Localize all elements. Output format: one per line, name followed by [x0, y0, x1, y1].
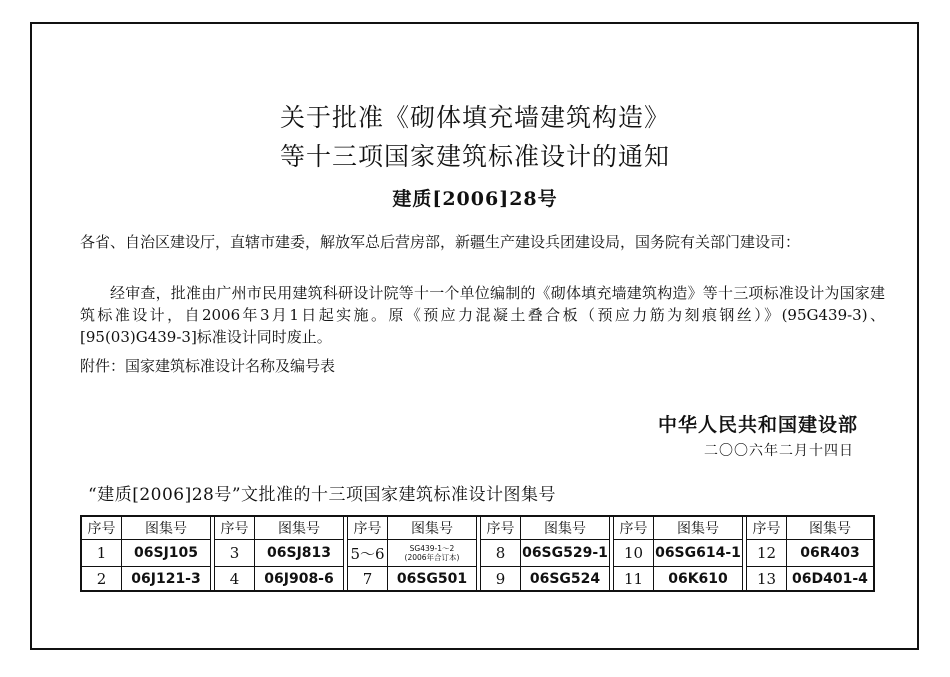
- addressees: 各省、自治区建设厅，直辖市建委，解放军总后营房部，新疆生产建设兵团建设局，国务院有关部门建设司：: [80, 233, 801, 251]
- notice-title-line2: 等十三项国家建筑标准设计的通知: [279, 142, 670, 171]
- code-cell: 06SG614-1: [655, 545, 741, 561]
- table-row: [614, 567, 742, 590]
- seq-cell: 13: [747, 567, 787, 590]
- header-seq: 序号: [82, 517, 122, 539]
- header-seq: 序号: [348, 517, 388, 539]
- code-cell: 06SG524: [529, 570, 601, 587]
- header-code: 图集号: [278, 521, 320, 537]
- table-header-row: [481, 517, 609, 540]
- seq-cell: 8: [481, 540, 521, 566]
- code-cell: 06SG501: [396, 570, 468, 587]
- code-cell: 06J121-3: [131, 570, 201, 587]
- code-cell: 06R403: [800, 545, 860, 561]
- header-code: 图集号: [411, 521, 453, 537]
- table-row: [82, 567, 210, 590]
- table-column-group: [614, 517, 742, 590]
- table-header-row: [747, 517, 873, 540]
- table-column-group: [747, 517, 873, 590]
- table-row: [481, 540, 609, 567]
- document-number: 建质[2006]28号: [392, 188, 558, 210]
- seq-cell: 7: [348, 567, 388, 590]
- seq-cell: 3: [215, 540, 255, 566]
- table-row: [215, 567, 343, 590]
- code-cell: 06SJ105: [134, 545, 198, 561]
- table-header-row: [348, 517, 476, 540]
- table-row: [614, 540, 742, 567]
- notice-body: 经审查，批准由广州市民用建筑科研设计院等十一个单位编制的《砌体填充墙建筑构造》等十三项标准设计为国家建筑标准设计，自2006年3月1日起实施。原《预应力混凝土叠合板（预应力筋为刻痕钢丝）》(95G439-3)、[95(03)G439-3]标准设计同时废止。: [80, 284, 885, 346]
- table-header-row: [82, 517, 210, 540]
- table-row: [747, 567, 873, 590]
- code-cell: 06D401-4: [792, 570, 868, 587]
- table-caption: “建质[2006]28号”文批准的十三项国家建筑标准设计图集号: [88, 485, 557, 505]
- table-column-group: [481, 517, 609, 590]
- atlas-number-table: [80, 515, 875, 592]
- issue-date: 二〇〇六年二月十四日: [704, 443, 854, 459]
- code-cell-two-line: [388, 540, 476, 566]
- code-line1: SG439-1～2: [409, 544, 455, 553]
- seq-cell: 1: [82, 540, 122, 566]
- header-seq: 序号: [481, 517, 521, 539]
- code-cell: 06SG529-1: [522, 545, 608, 561]
- seq-cell: 9: [481, 567, 521, 590]
- table-header-row: [215, 517, 343, 540]
- header-code: 图集号: [145, 521, 187, 537]
- seq-cell: 12: [747, 540, 787, 566]
- table-column-group: [82, 517, 210, 590]
- header-code: 图集号: [809, 521, 851, 537]
- table-header-row: [614, 517, 742, 540]
- table-row: [348, 540, 476, 567]
- attachment-note: 附件：国家建筑标准设计名称及编号表: [80, 357, 336, 375]
- table-row: [82, 540, 210, 567]
- table-column-group: [215, 517, 343, 590]
- seq-cell: 4: [215, 567, 255, 590]
- table-row: [747, 540, 873, 567]
- code-cell: 06J908-6: [264, 570, 334, 587]
- seq-cell: 11: [614, 567, 654, 590]
- seq-cell: 2: [82, 567, 122, 590]
- header-seq: 序号: [215, 517, 255, 539]
- header-seq: 序号: [614, 517, 654, 539]
- table-row: [215, 540, 343, 567]
- header-seq: 序号: [747, 517, 787, 539]
- seq-cell: 5～6: [348, 540, 388, 566]
- table-column-group: [348, 517, 476, 590]
- header-code: 图集号: [677, 521, 719, 537]
- notice-title-line1: 关于批准《砌体填充墙建筑构造》: [279, 103, 670, 132]
- table-row: [348, 567, 476, 590]
- table-row: [481, 567, 609, 590]
- seq-cell: 10: [614, 540, 654, 566]
- code-cell: 06SJ813: [267, 545, 331, 561]
- code-line2: (2006年合订本): [404, 553, 460, 562]
- issuer: 中华人民共和国建设部: [657, 414, 858, 436]
- code-cell: 06K610: [668, 570, 728, 587]
- header-code: 图集号: [544, 521, 586, 537]
